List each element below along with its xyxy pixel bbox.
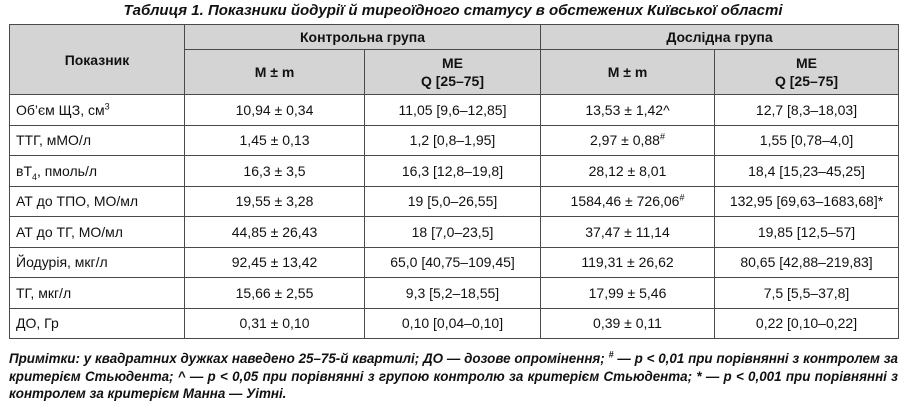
cell-study-median: 7,5 [5,5–37,8] (715, 278, 899, 309)
cell-study-mean: 17,99 ± 5,46 (541, 278, 715, 309)
row-label: Йодурія, мкг/л (10, 247, 185, 278)
header-control-group: Контрольна група (185, 25, 541, 50)
cell-control-median: 9,3 [5,2–18,55] (365, 278, 541, 309)
cell-control-median: 18 [7,0–23,5] (365, 217, 541, 248)
cell-study-median: 0,22 [0,10–0,22] (715, 308, 899, 339)
label-text: вТ (16, 162, 32, 179)
cell-control-median: 65,0 [40,75–109,45] (365, 247, 541, 278)
cell-control-mean: 10,94 ± 0,34 (185, 95, 365, 126)
row-label (10, 95, 185, 126)
cell-control-mean: 16,3 ± 3,5 (185, 156, 365, 187)
cell-study-mean: 37,47 ± 11,14 (541, 217, 715, 248)
header-study-mean: M ± m (541, 50, 715, 95)
cell-study-mean (541, 125, 715, 156)
data-table-container (9, 24, 898, 339)
cell-study-mean (541, 186, 715, 217)
header-control-mean: M ± m (185, 50, 365, 95)
cell-study-mean: 28,12 ± 8,01 (541, 156, 715, 187)
cell-control-mean: 92,45 ± 13,42 (185, 247, 365, 278)
cell-study-mean: 13,53 ± 1,42^ (541, 95, 715, 126)
footnote-text: — p < 0,01 при порівнянні з контролем за критерієм Стьюдента; ^ — p < 0,05 при порівнянні з групою контролю за критерієм Стьюдента; * — p < 0,001 при порівнянні з контролем за критерієм Манна — Уітні. (9, 351, 898, 401)
row-label: АТ до ТГ, МО/мл (10, 217, 185, 248)
cell-control-mean: 0,31 ± 0,10 (185, 308, 365, 339)
header-me-label: ME (442, 55, 463, 71)
cell-study-median: 19,85 [12,5–57] (715, 217, 899, 248)
data-table (9, 24, 899, 339)
cell-study-median: 12,7 [8,3–18,03] (715, 95, 899, 126)
superscript: # (608, 349, 614, 360)
value-text: 1584,46 ± 726,06 (570, 193, 680, 210)
superscript: # (659, 131, 665, 142)
header-quartile-label: Q [25–75] (420, 73, 485, 89)
cell-control-mean: 19,55 ± 3,28 (185, 186, 365, 217)
header-me-label: ME (796, 55, 817, 71)
cell-study-median: 1,55 [0,78–4,0] (715, 125, 899, 156)
cell-control-mean: 15,66 ± 2,55 (185, 278, 365, 309)
table-row (10, 247, 899, 278)
cell-study-mean: 119,31 ± 26,62 (541, 247, 715, 278)
header-study-group: Дослідна група (541, 25, 899, 50)
footnote-text: Примітки: у квадратних дужках наведено 25–75-й квартилі; ДО — дозове опромінення; (9, 351, 609, 366)
cell-control-mean: 44,85 ± 26,43 (185, 217, 365, 248)
value-text: 2,97 ± 0,88 (590, 132, 660, 149)
superscript: 3 (104, 101, 110, 112)
cell-control-mean: 1,45 ± 0,13 (185, 125, 365, 156)
table-row (10, 95, 899, 126)
superscript: # (679, 192, 685, 203)
table-row (10, 156, 899, 187)
header-study-median (715, 50, 899, 95)
header-quartile-label: Q [25–75] (774, 73, 839, 89)
row-label: АТ до ТПО, МО/мл (10, 186, 185, 217)
table-caption: Таблиця 1. Показники йодурії й тиреоїдного статусу в обстежених Київської області (123, 2, 783, 19)
table-row (10, 308, 899, 339)
subscript: 4 (32, 171, 38, 182)
cell-control-median: 11,05 [9,6–12,85] (365, 95, 541, 126)
row-label: ТТГ, мМО/л (10, 125, 185, 156)
row-label (10, 156, 185, 187)
row-label: ДО, Гр (10, 308, 185, 339)
label-text: , пмоль/л (37, 162, 98, 179)
table-row (10, 186, 899, 217)
cell-study-median: 80,65 [42,88–219,83] (715, 247, 899, 278)
row-label: ТГ, мкг/л (10, 278, 185, 309)
table-row (10, 217, 899, 248)
table-row (10, 278, 899, 309)
table-footnote (9, 350, 898, 403)
header-control-median (365, 50, 541, 95)
cell-study-median: 18,4 [15,23–45,25] (715, 156, 899, 187)
cell-study-mean: 0,39 ± 0,11 (541, 308, 715, 339)
label-text: Об’єм ЩЗ, см (16, 101, 105, 118)
cell-study-median: 132,95 [69,63–1683,68]* (715, 186, 899, 217)
cell-control-median: 16,3 [12,8–19,8] (365, 156, 541, 187)
table-row (10, 125, 899, 156)
cell-control-median: 1,2 [0,8–1,95] (365, 125, 541, 156)
cell-control-median: 0,10 [0,04–0,10] (365, 308, 541, 339)
cell-control-median: 19 [5,0–26,55] (365, 186, 541, 217)
header-indicator: Показник (10, 25, 185, 95)
